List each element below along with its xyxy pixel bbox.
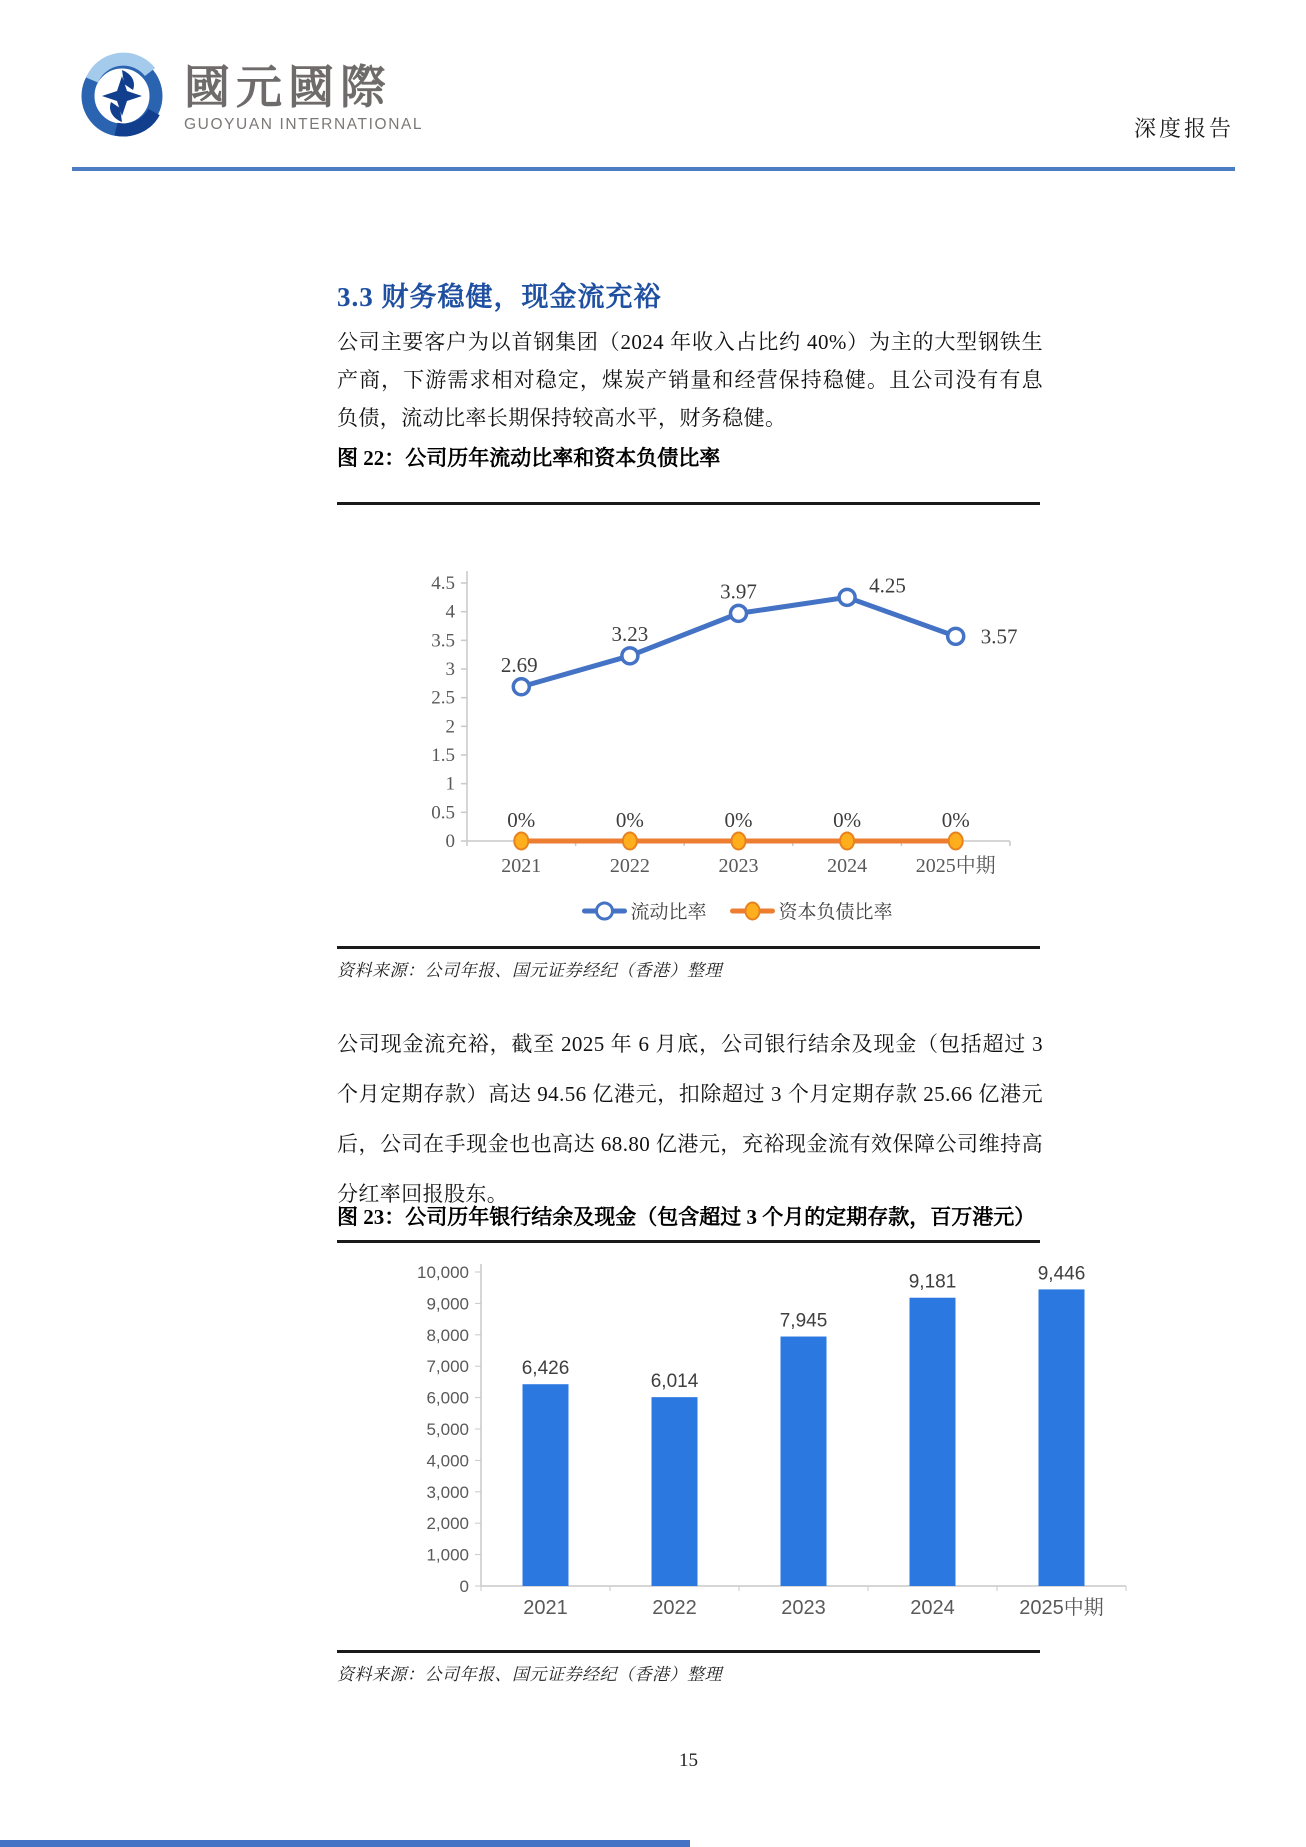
svg-text:10,000: 10,000 <box>417 1263 469 1282</box>
figure23-source: 资料来源：公司年报、国元证券经纪（香港）整理 <box>337 1650 1040 1685</box>
svg-text:3.23: 3.23 <box>611 621 649 646</box>
svg-text:0%: 0% <box>833 808 862 832</box>
svg-text:2024: 2024 <box>910 1597 955 1619</box>
page-number: 15 <box>679 1750 698 1771</box>
report-type-label: 深度报告 <box>1133 116 1234 141</box>
svg-text:4: 4 <box>445 601 455 623</box>
svg-text:1,000: 1,000 <box>426 1545 469 1565</box>
bar-chart-plot <box>417 1263 1126 1619</box>
header-divider <box>72 167 1235 171</box>
svg-text:2025中期: 2025中期 <box>1019 1597 1104 1619</box>
svg-text:3.57: 3.57 <box>980 624 1018 649</box>
series-资本负债比率 <box>507 808 969 850</box>
svg-text:4.25: 4.25 <box>869 573 906 598</box>
svg-text:6,426: 6,426 <box>521 1358 570 1380</box>
svg-text:2021: 2021 <box>523 1597 568 1619</box>
svg-text:2.69: 2.69 <box>500 652 538 677</box>
svg-text:2023: 2023 <box>718 855 759 877</box>
svg-text:3.97: 3.97 <box>720 579 757 604</box>
svg-text:0.5: 0.5 <box>431 802 455 824</box>
svg-text:2: 2 <box>445 716 455 738</box>
svg-text:1: 1 <box>445 773 455 795</box>
bar-2025中期 <box>1039 1289 1085 1586</box>
company-logo <box>76 50 423 147</box>
svg-text:9,000: 9,000 <box>426 1294 469 1314</box>
guoyuan-logo-icon <box>76 50 168 147</box>
bar-2021 <box>523 1384 569 1586</box>
line-chart-plot <box>431 571 1017 923</box>
figure22-source: 资料来源：公司年报、国元证券经纪（香港）整理 <box>337 946 1040 981</box>
svg-text:2022: 2022 <box>652 1597 697 1619</box>
figure23-title: 图 23：公司历年银行结余及现金（包含超过 3 个月的定期存款，百万港元） <box>337 1205 1036 1229</box>
svg-text:2023: 2023 <box>781 1597 826 1619</box>
logo-en-text: GUOYUAN INTERNATIONAL <box>184 116 424 134</box>
svg-text:0%: 0% <box>941 808 970 832</box>
svg-text:0%: 0% <box>724 808 753 832</box>
bar-chart-cash-balance <box>337 1244 1127 1648</box>
svg-text:资本负债比率: 资本负债比率 <box>778 902 893 923</box>
bar-2022 <box>652 1397 698 1586</box>
svg-text:1.5: 1.5 <box>431 745 455 766</box>
svg-text:4.5: 4.5 <box>431 573 455 594</box>
svg-text:2025中期: 2025中期 <box>915 855 996 877</box>
svg-text:2021: 2021 <box>501 855 542 877</box>
legend-item-资本负债比率 <box>733 901 893 923</box>
svg-text:3.5: 3.5 <box>431 630 455 652</box>
svg-text:7,000: 7,000 <box>426 1357 469 1377</box>
svg-text:4,000: 4,000 <box>426 1451 469 1471</box>
paragraph-2: 公司现金流充裕，截至 2025 年 6 月底，公司银行结余及现金（包括超过 3 个月定期存款）高达 94.56 亿港元，扣除超过 3 个月定期存款 25.66 亿港元后，公司在手现金也也高达 68.80 亿港元，充裕现金流有效保障公司维持高分红率回报股东。 <box>337 1032 1043 1206</box>
figure23-title-rule <box>337 1240 1040 1243</box>
series-流动比率 <box>501 573 1018 694</box>
svg-text:3: 3 <box>445 659 455 680</box>
bar-2023 <box>781 1337 827 1586</box>
svg-text:2,000: 2,000 <box>426 1514 469 1534</box>
svg-text:0%: 0% <box>507 808 536 832</box>
section-heading: 3.3 财务稳健，现金流充裕 <box>337 282 662 313</box>
svg-text:2022: 2022 <box>609 855 650 877</box>
svg-text:2024: 2024 <box>827 855 868 877</box>
svg-text:3,000: 3,000 <box>426 1482 469 1502</box>
svg-text:0%: 0% <box>615 808 644 832</box>
svg-text:6,000: 6,000 <box>426 1388 469 1408</box>
legend-item-流动比率 <box>585 901 707 923</box>
svg-text:5,000: 5,000 <box>426 1420 469 1439</box>
svg-text:9,181: 9,181 <box>908 1271 957 1293</box>
svg-text:7,945: 7,945 <box>779 1310 828 1332</box>
svg-text:6,014: 6,014 <box>650 1371 699 1393</box>
bar-2024 <box>910 1298 956 1586</box>
footer-accent-bar <box>0 1840 690 1847</box>
svg-text:9,446: 9,446 <box>1037 1263 1086 1285</box>
svg-text:2.5: 2.5 <box>431 687 455 709</box>
paragraph-1: 公司主要客户为以首钢集团（2024 年收入占比约 40%）为主的大型钢铁生产商，下游需求相对稳定，煤炭产销量和经营保持稳健。且公司没有有息负债，流动比率长期保持较高水平，财务稳健。 <box>337 330 1043 430</box>
logo-cn-text: 國元國際 <box>184 61 392 114</box>
figure22-title: 图 22：公司历年流动比率和资本负债比率 <box>337 446 721 470</box>
svg-text:0: 0 <box>459 1577 469 1596</box>
svg-text:0: 0 <box>445 831 455 852</box>
svg-text:流动比率: 流动比率 <box>630 902 707 923</box>
line-chart-current-ratio <box>337 505 1040 945</box>
svg-text:8,000: 8,000 <box>426 1325 469 1345</box>
